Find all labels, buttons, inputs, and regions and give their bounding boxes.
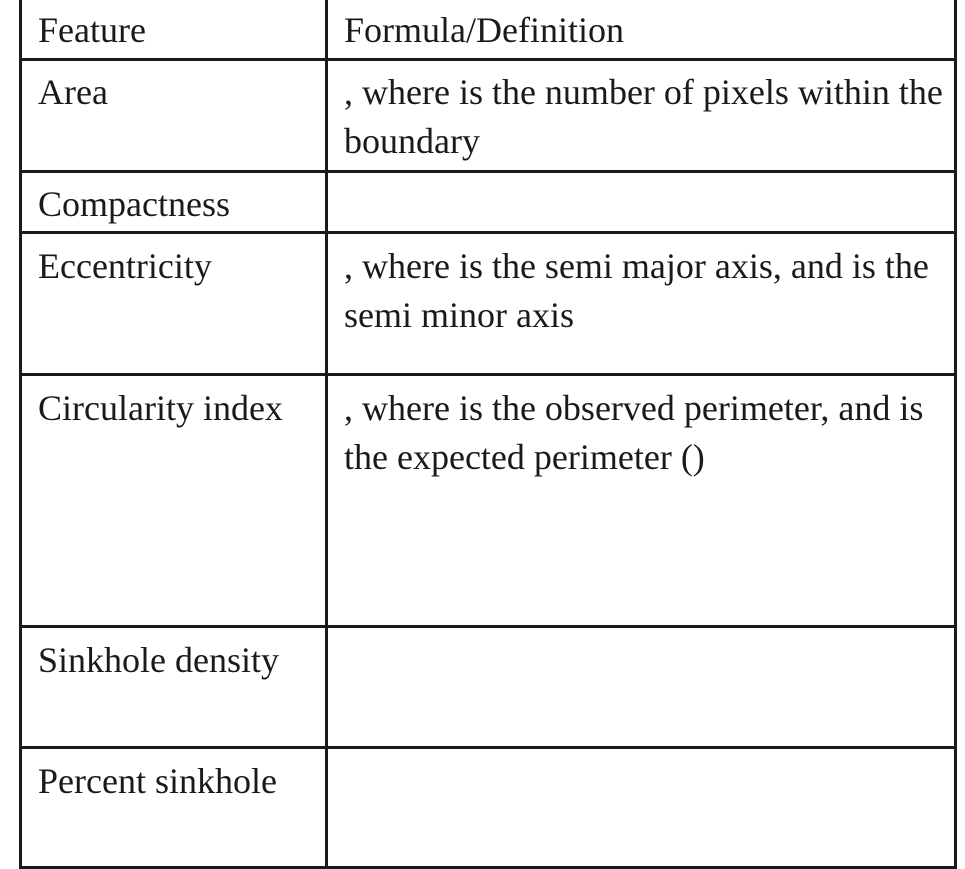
feature-name: Circularity index [38,388,283,428]
feature-name: Percent sinkhole [38,761,277,801]
feature-cell [21,748,327,868]
feature-name: Sinkhole density [38,640,279,680]
header-formula-label: Formula/Definition [344,10,624,50]
feature-cell [21,60,327,172]
table-row [21,627,956,748]
feature-cell [21,627,327,748]
feature-cell [21,172,327,233]
formula-cell [327,172,956,233]
formula-cell [327,748,956,868]
table-row [21,748,956,868]
formula-cell [327,375,956,627]
feature-name: Area [38,72,108,112]
table-row [21,375,956,627]
table-row [21,172,956,233]
table-header-row [21,0,956,60]
formula-cell [327,233,956,375]
header-feature-label: Feature [38,10,146,50]
header-feature [21,0,327,60]
formula-definition: , where is the observed perimeter, and is the expected perimeter () [344,388,924,477]
table-row [21,233,956,375]
formula-definition: , where is the number of pixels within the boundary [344,72,943,161]
formula-cell [327,627,956,748]
header-formula [327,0,956,60]
formula-cell [327,60,956,172]
table-row [21,60,956,172]
feature-cell [21,233,327,375]
feature-name: Eccentricity [38,246,212,286]
feature-name: Compactness [38,184,230,224]
formula-definition: , where is the semi major axis, and is the semi minor axis [344,246,929,335]
feature-formula-table [19,0,957,869]
feature-cell [21,375,327,627]
